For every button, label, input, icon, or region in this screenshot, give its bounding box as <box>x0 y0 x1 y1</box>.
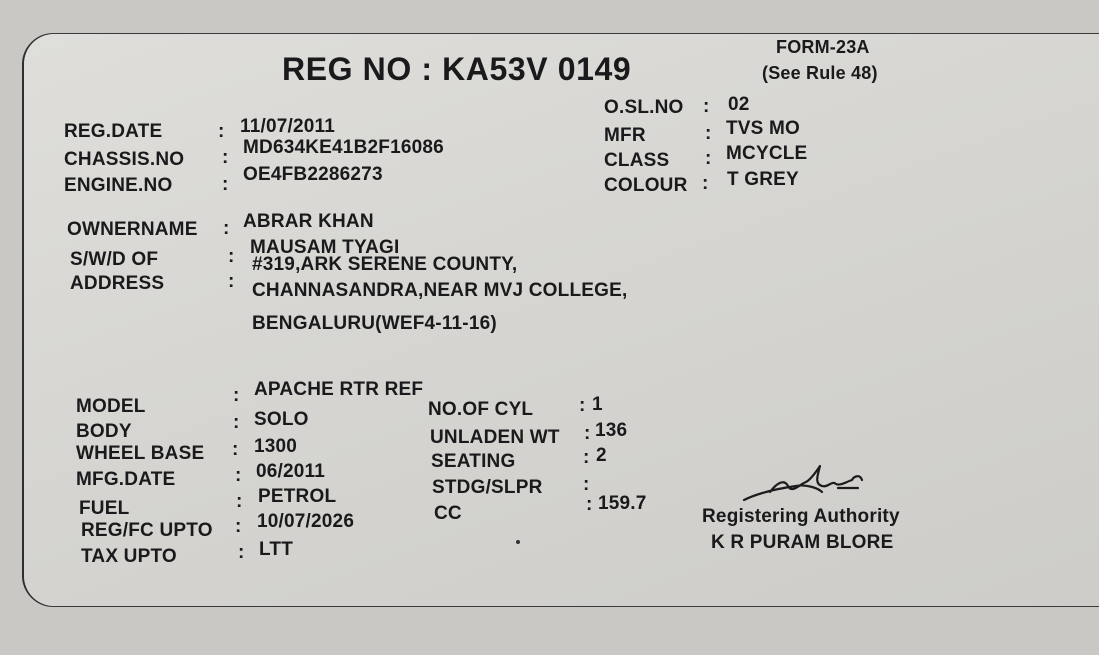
reg-date-sep: : <box>218 121 225 142</box>
mfg-date-sep: : <box>235 465 242 486</box>
seating-value: 2 <box>596 445 607 466</box>
unladen-wt-sep: : <box>584 423 591 444</box>
body-label: BODY <box>76 421 132 442</box>
engine-no-value: OE4FB2286273 <box>243 164 383 185</box>
address-sep: : <box>228 271 235 292</box>
signature-icon <box>736 462 876 510</box>
relation-sep: : <box>228 246 235 267</box>
reg-date-value: 11/07/2011 <box>240 116 335 137</box>
reg-fc-upto-value: 10/07/2026 <box>257 511 355 532</box>
chassis-no-value: MD634KE41B2F16086 <box>243 137 444 158</box>
tax-upto-sep: : <box>238 542 245 563</box>
no-of-cyl-value: 1 <box>592 394 603 415</box>
body-sep: : <box>233 412 240 433</box>
engine-no-sep: : <box>222 174 229 195</box>
relation-value: MAUSAM TYAGI <box>250 237 400 258</box>
address-line-1: #319,ARK SERENE COUNTY, <box>252 254 518 275</box>
cc-label: CC <box>434 503 462 524</box>
reg-date-label: REG.DATE <box>64 121 163 142</box>
mfr-label: MFR <box>604 125 646 146</box>
seating-sep: : <box>583 447 590 468</box>
unladen-wt-label: UNLADEN WT <box>430 427 560 448</box>
tax-upto-label: TAX UPTO <box>81 546 177 567</box>
mfr-sep: : <box>705 123 712 144</box>
colour-value: T GREY <box>727 169 799 190</box>
no-of-cyl-sep: : <box>579 395 586 416</box>
reg-fc-upto-label: REG/FC UPTO <box>81 520 213 541</box>
no-of-cyl-label: NO.OF CYL <box>428 399 534 420</box>
chassis-no-label: CHASSIS.NO <box>64 149 185 170</box>
address-label: ADDRESS <box>70 273 165 294</box>
stdg-slpr-sep: : <box>583 474 590 495</box>
relation-label: S/W/D OF <box>70 249 159 270</box>
mfr-value: TVS MO <box>726 118 801 139</box>
fuel-sep: : <box>236 491 243 512</box>
class-label: CLASS <box>604 150 670 171</box>
mfg-date-value: 06/2011 <box>256 461 326 482</box>
mfg-date-label: MFG.DATE <box>76 469 176 490</box>
fuel-label: FUEL <box>79 498 130 519</box>
address-line-2: CHANNASANDRA,NEAR MVJ COLLEGE, <box>252 280 628 301</box>
cc-value: 159.7 <box>598 493 647 514</box>
owner-name-sep: : <box>223 218 230 239</box>
class-sep: : <box>705 148 712 169</box>
osl-no-value: 02 <box>728 94 750 115</box>
wheel-base-value: 1300 <box>254 436 298 457</box>
osl-no-sep: : <box>703 96 710 117</box>
engine-no-label: ENGINE.NO <box>64 175 173 196</box>
chassis-no-sep: : <box>222 147 229 168</box>
owner-name-label: OWNERNAME <box>67 219 198 240</box>
registering-authority-office: K R PURAM BLORE <box>711 532 894 553</box>
body-value: SOLO <box>254 409 309 430</box>
model-sep: : <box>233 385 240 406</box>
wheel-base-label: WHEEL BASE <box>76 443 205 464</box>
registering-authority-title: Registering Authority <box>702 506 900 527</box>
tax-upto-value: LTT <box>259 539 294 560</box>
owner-name-value: ABRAR KHAN <box>243 211 374 232</box>
fuel-value: PETROL <box>258 486 337 507</box>
model-label: MODEL <box>76 396 146 417</box>
osl-no-label: O.SL.NO <box>604 97 684 118</box>
address-line-3: BENGALURU(WEF4-11-16) <box>252 313 497 334</box>
wheel-base-sep: : <box>232 439 239 460</box>
seating-label: SEATING <box>431 451 516 472</box>
colour-sep: : <box>702 173 709 194</box>
class-value: MCYCLE <box>726 143 808 164</box>
stdg-slpr-label: STDG/SLPR <box>432 477 543 498</box>
reg-fc-upto-sep: : <box>235 516 242 537</box>
form-number: FORM-23A <box>776 37 870 57</box>
form-rule: (See Rule 48) <box>762 63 878 83</box>
model-value: APACHE RTR REF <box>254 379 424 400</box>
unladen-wt-value: 136 <box>595 420 628 441</box>
colour-label: COLOUR <box>604 175 688 196</box>
cc-sep: : <box>586 494 593 515</box>
reg-no-title: REG NO : KA53V 0149 <box>282 51 632 87</box>
stray-dot <box>516 540 520 544</box>
